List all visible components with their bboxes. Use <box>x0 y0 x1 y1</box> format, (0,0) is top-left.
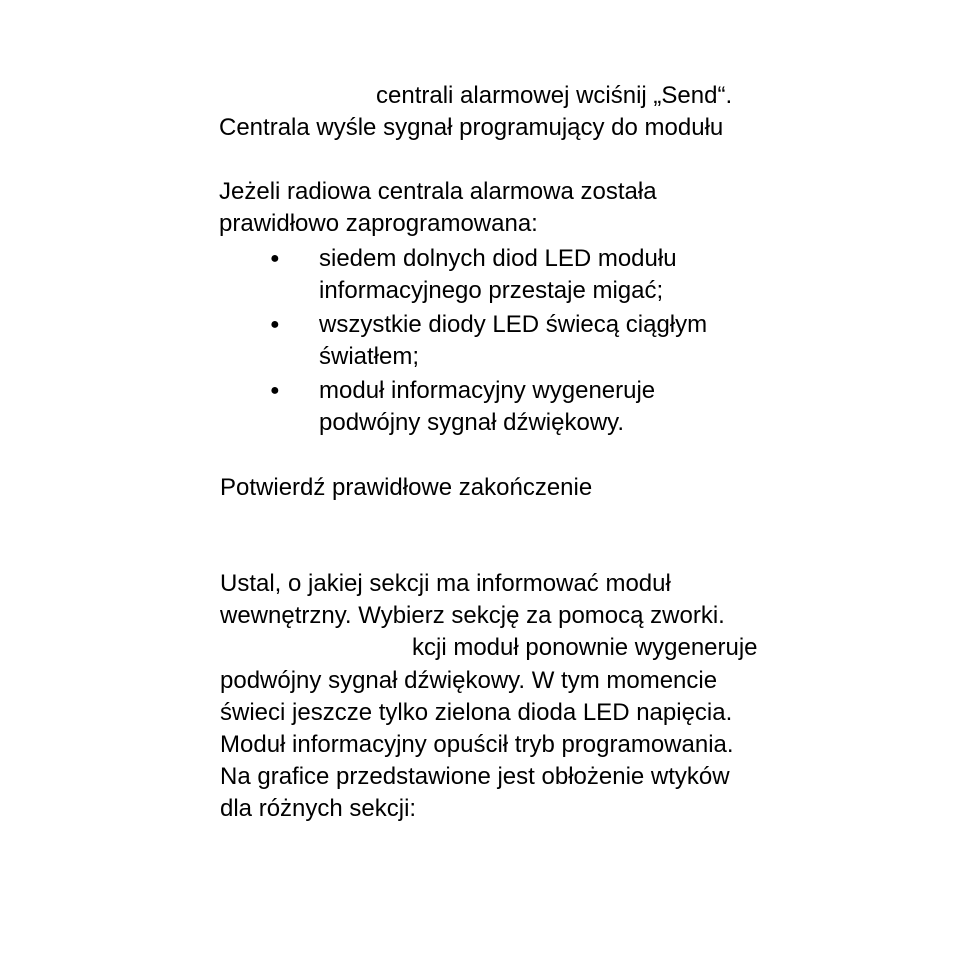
para4-line3: kcji moduł ponownie wygeneruje <box>412 634 758 661</box>
para4-line1: Ustal, o jakiej sekcji ma informować moduł <box>220 570 671 597</box>
bullet-3-line2: podwójny sygnał dźwiękowy. <box>319 409 625 436</box>
para1-line2: Centrala wyśle sygnał programujący do modułu <box>219 114 724 141</box>
para1-line1: centrali alarmowej wciśnij „Send“. <box>376 82 733 109</box>
para4-line2: wewnętrzny. Wybierz sekcję za pomocą zworki. <box>220 602 725 629</box>
para4-line7: Na grafice przedstawione jest obłożenie wtyków <box>220 763 730 790</box>
bullet-icon: ● <box>270 250 280 267</box>
bullet-3-line1: moduł informacyjny wygeneruje <box>319 377 656 404</box>
bullet-2-line2: światłem; <box>319 343 420 370</box>
para4-line5: świeci jeszcze tylko zielona dioda LED napięcia. <box>220 699 733 726</box>
bullet-icon: ● <box>270 382 280 399</box>
para4-line8: dla różnych sekcji: <box>220 795 417 822</box>
para2-line2: prawidłowo zaprogramowana: <box>219 210 538 237</box>
para3-line1: Potwierdź prawidłowe zakończenie <box>220 474 593 501</box>
bullet-1-line2: informacyjnego przestaje migać; <box>319 277 664 304</box>
bullet-1-line1: siedem dolnych diod LED modułu <box>319 245 677 272</box>
bullet-2-line1: wszystkie diody LED świecą ciągłym <box>319 311 708 338</box>
para4-line4: podwójny sygnał dźwiękowy. W tym momencie <box>220 667 718 694</box>
bullet-icon: ● <box>270 316 280 333</box>
para2-line1: Jeżeli radiowa centrala alarmowa została <box>219 178 657 205</box>
para4-line6: Moduł informacyjny opuścił tryb programowania. <box>220 731 734 758</box>
